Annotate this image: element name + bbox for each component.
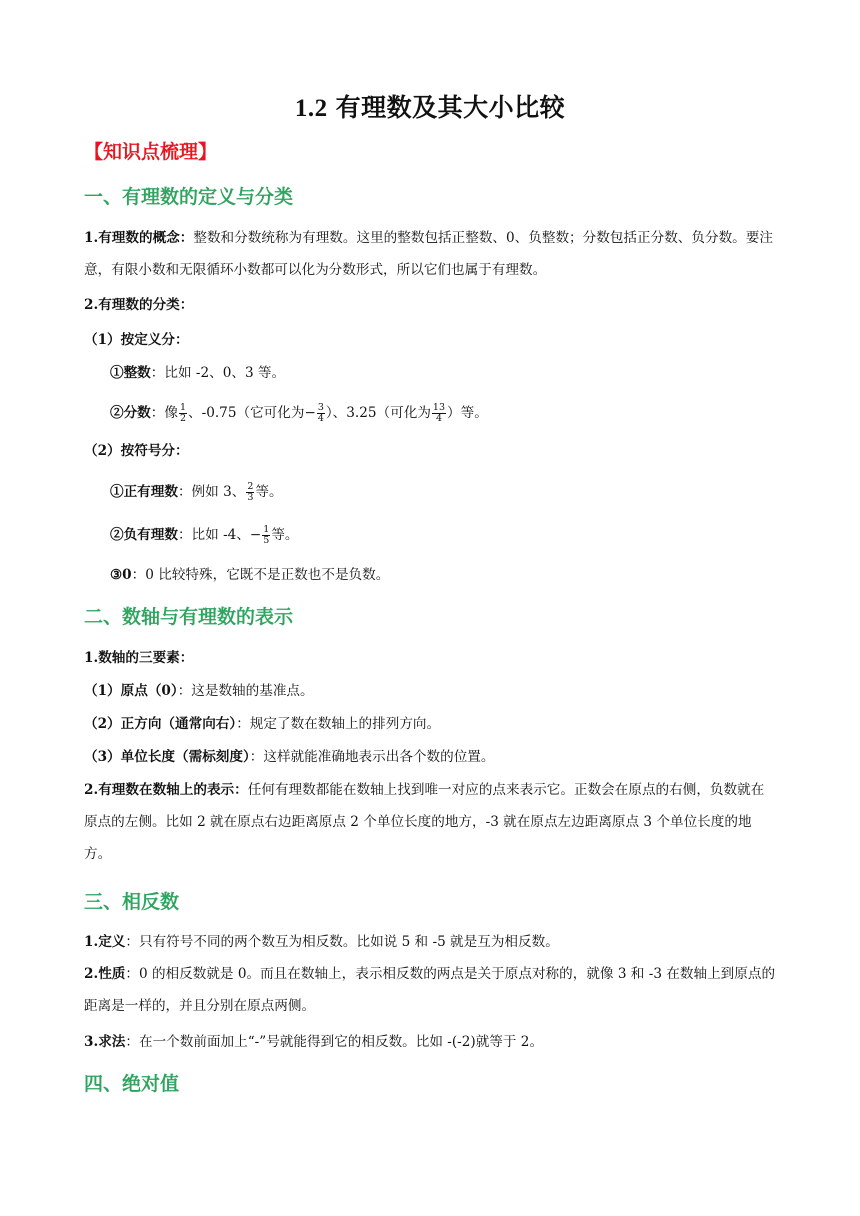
s1-c2-label: （2）按符号分： xyxy=(84,443,189,459)
s3-p1-label: 1.定义 xyxy=(84,934,126,950)
s3-paragraph-2 xyxy=(84,958,777,1022)
s2-item-2 xyxy=(84,714,440,734)
s1-paragraph-2 xyxy=(84,295,193,315)
s2-p2-label: 2.有理数在数轴上的表示： xyxy=(84,782,248,798)
title-number: 1.2 xyxy=(294,95,328,122)
s1-c1b-t3: ）、3.25（可化为 xyxy=(325,405,431,421)
s2-paragraph-2 xyxy=(84,774,777,870)
section-heading-1: 一、有理数的定义与分类 xyxy=(84,186,294,208)
frac-numerator: 3 xyxy=(317,402,324,413)
s2-i3-label: （3）单位长度（需标刻度） xyxy=(84,749,250,765)
s1-p2-label: 2.有理数的分类： xyxy=(84,297,194,313)
fraction-1-2 xyxy=(179,403,187,424)
s2-i2-label: （2）正方向（通常向右） xyxy=(84,716,237,732)
section-heading-2: 二、数轴与有理数的表示 xyxy=(84,606,294,628)
frac-numerator: 2 xyxy=(247,481,254,492)
s1-c2b-t2: 等。 xyxy=(271,527,299,543)
page-title xyxy=(0,88,860,124)
s3-paragraph-1 xyxy=(84,932,559,952)
s3-p1-text: ：只有符号不同的两个数互为相反数。比如说 5 和 -5 就是互为相反数。 xyxy=(125,934,559,950)
section-heading-3: 三、相反数 xyxy=(84,891,180,913)
s1-integer-line xyxy=(110,363,285,383)
s2-i1-text: ：这是数轴的基准点。 xyxy=(177,683,314,699)
frac-denominator: 4 xyxy=(317,413,324,424)
s1-negative-line xyxy=(110,520,299,550)
s1-c2b-label: ②负有理数 xyxy=(110,527,178,543)
fraction-3-4 xyxy=(317,403,325,424)
s1-classify-def-label xyxy=(84,330,189,350)
s1-c2a-t2: 等。 xyxy=(255,484,283,500)
s1-fraction-line xyxy=(110,398,488,428)
s1-c1b-t2: 、-0.75（它可化为− xyxy=(188,405,316,421)
knowledge-tag: 【知识点梳理】 xyxy=(84,141,218,163)
s1-c2c-text: ：0 比较特殊，它既不是正数也不是负数。 xyxy=(131,567,390,583)
s2-p1-label: 1.数轴的三要素： xyxy=(84,650,194,666)
s1-classify-sign-label xyxy=(84,441,189,461)
s2-item-3 xyxy=(84,747,494,767)
frac-numerator: 1 xyxy=(263,524,270,535)
s2-i1-label: （1）原点（0） xyxy=(84,683,178,699)
s2-paragraph-1 xyxy=(84,648,193,668)
s3-p2-text: ：0 的相反数就是 0。而且在数轴上，表示相反数的两点是关于原点对称的，就像 3 和 -3 在数轴上到原点的距离是一样的，并且分别在原点两侧。 xyxy=(84,966,776,1014)
s1-c2a-t1: ：例如 3、 xyxy=(177,484,246,500)
s1-c1a-text: ：比如 -2、0、3 等。 xyxy=(150,365,286,381)
s1-c1a-label: ①整数 xyxy=(110,365,151,381)
fraction-2-3 xyxy=(246,482,254,503)
s3-p2-label: 2.性质 xyxy=(84,966,126,982)
s2-item-1 xyxy=(84,681,314,701)
s1-positive-line xyxy=(110,477,283,507)
fraction-13-4 xyxy=(432,403,446,424)
s1-c2a-label: ①正有理数 xyxy=(110,484,178,500)
frac-denominator: 3 xyxy=(247,492,254,503)
s2-p2-text: 任何有理数都能在数轴上找到唯一对应的点来表示它。正数会在原点的右侧，负数就在原点的左侧。比如 2 就在原点右边距离原点 2 个单位长度的地方，-3 就在原点左边距离原点 3 个单位长度的地方。 xyxy=(84,782,765,862)
s1-c1b-t4: ）等。 xyxy=(447,405,488,421)
frac-denominator: 4 xyxy=(435,413,442,424)
s1-c1b-t1: ：像 xyxy=(150,405,178,421)
fraction-1-5 xyxy=(262,525,270,546)
s2-i3-text: ：这样就能准确地表示出各个数的位置。 xyxy=(249,749,495,765)
frac-numerator: 13 xyxy=(432,402,446,413)
s3-paragraph-3 xyxy=(84,1032,543,1052)
s2-i2-text: ：规定了数在数轴上的排列方向。 xyxy=(236,716,441,732)
title-text: 有理数及其大小比较 xyxy=(335,93,566,122)
s1-c2b-t1: ：比如 -4、− xyxy=(177,527,262,543)
s1-paragraph-1 xyxy=(84,222,777,286)
s3-p3-text: ：在一个数前面加上“-”号就能得到它的相反数。比如 -(-2)就等于 2。 xyxy=(125,1034,544,1050)
section-heading-4: 四、绝对值 xyxy=(84,1073,180,1095)
frac-denominator: 2 xyxy=(179,413,187,424)
s1-p1-label: 1.有理数的概念： xyxy=(84,230,194,246)
frac-numerator: 1 xyxy=(179,402,187,413)
s3-p3-label: 3.求法 xyxy=(84,1034,126,1050)
s1-c2c-label: ③0 xyxy=(110,567,132,583)
s1-p1-text: 整数和分数统称为有理数。这里的整数包括正整数、0、负整数；分数包括正分数、负分数。要注意，有限小数和无限循环小数都可以化为分数形式，所以它们也属于有理数。 xyxy=(84,230,773,278)
s1-c1b-label: ②分数 xyxy=(110,405,151,421)
s1-zero-line xyxy=(110,565,389,585)
s1-c1-label: （1）按定义分： xyxy=(84,332,189,348)
frac-denominator: 5 xyxy=(263,535,270,546)
